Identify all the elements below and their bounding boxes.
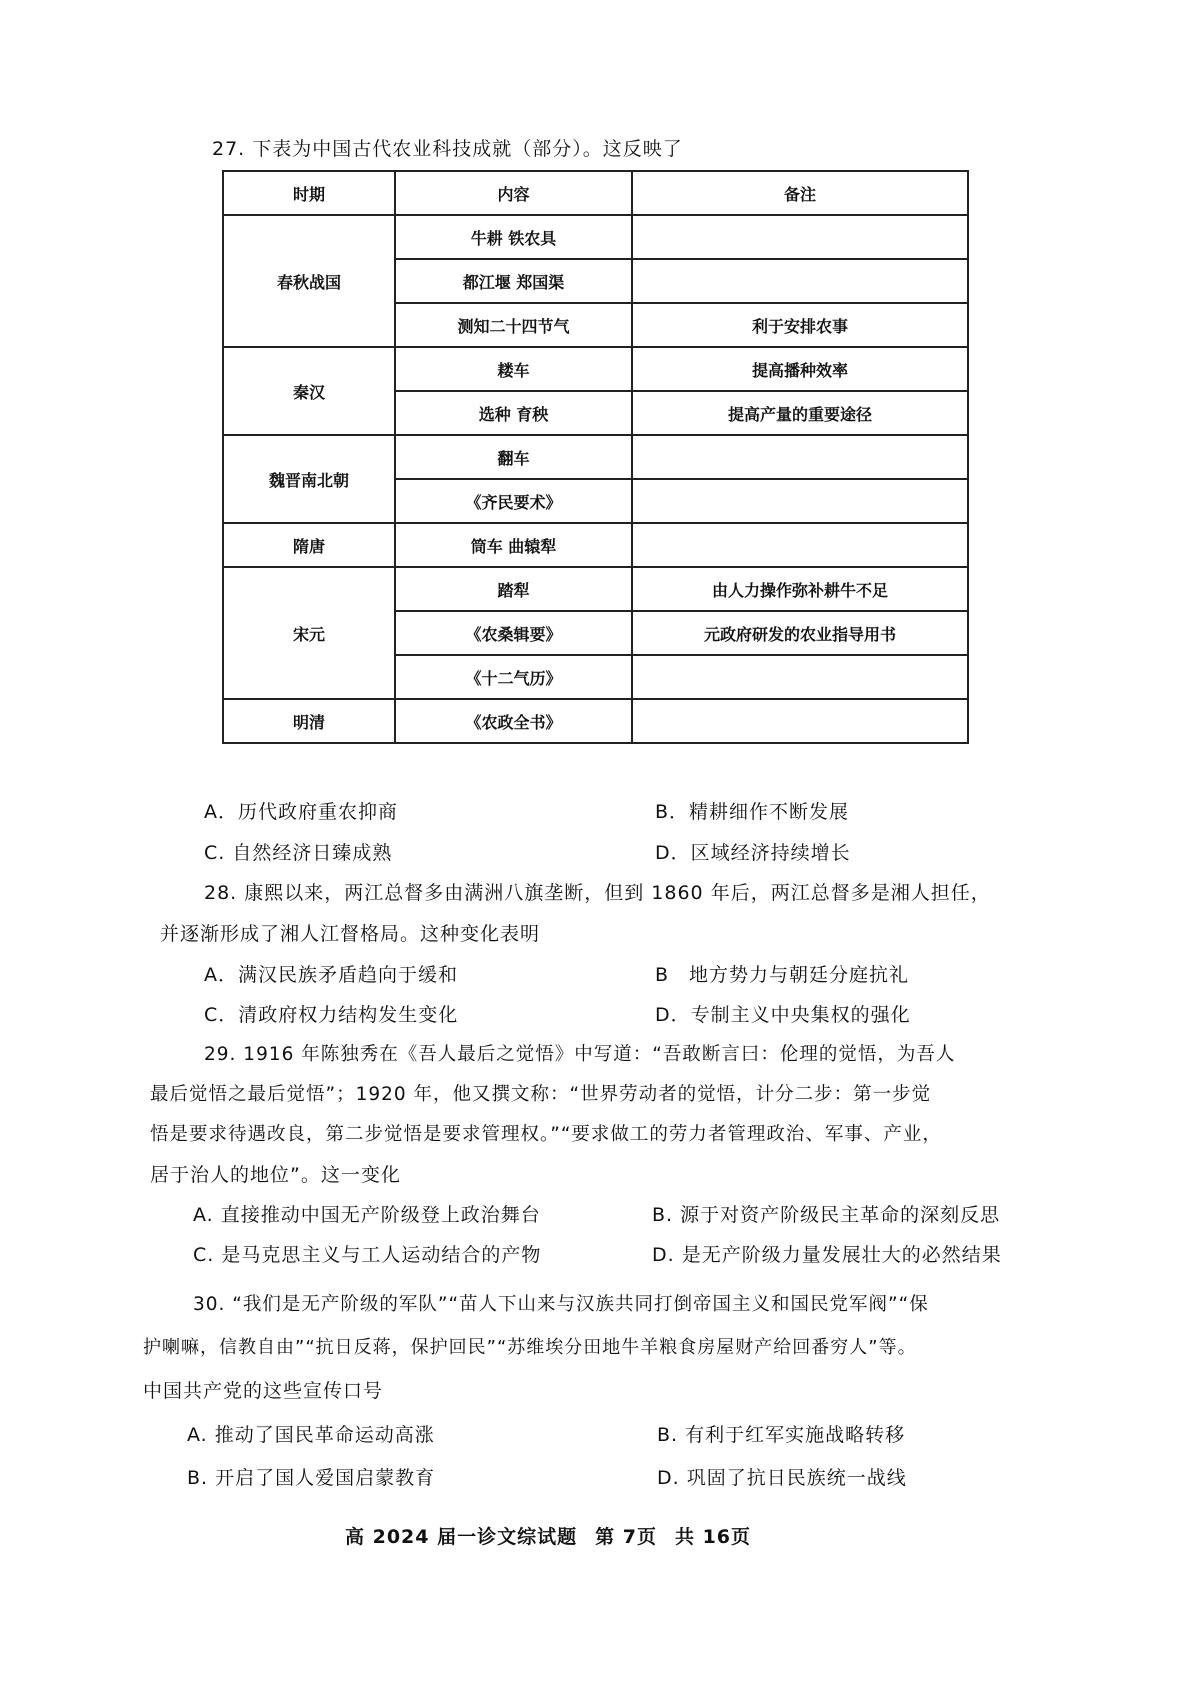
header-content: 内容 [395, 171, 632, 215]
q27-option-c[interactable]: C. 自然经济日臻成熟 [204, 842, 393, 864]
note-cell: 提高播种效率 [632, 347, 968, 391]
q30-line-2: 护喇嘛，信教自由”“抗日反蒋，保护回民”“苏维埃分田地牛羊粮食房屋财产给回番穷人”等。 [143, 1337, 917, 1358]
content-cell: 《齐民要术》 [395, 479, 632, 523]
q28-option-c[interactable]: C．清政府权力结构发生变化 [204, 1004, 459, 1026]
q29-line-4: 居于治人的地位”。这一变化 [150, 1164, 401, 1186]
page-footer [345, 1522, 769, 1549]
table-row [223, 215, 968, 259]
q29-option-b[interactable]: B. 源于对资产阶级民主革命的深刻反思 [652, 1204, 1001, 1226]
period-cell: 秦汉 [223, 347, 395, 435]
content-cell: 筒车 曲辕犁 [395, 523, 632, 567]
q27-option-b[interactable]: B．精耕细作不断发展 [655, 801, 850, 823]
period-cell: 宋元 [223, 567, 395, 699]
q30-line-3: 中国共产党的这些宣传口号 [143, 1380, 384, 1402]
q27-option-a[interactable]: A．历代政府重农抑商 [204, 801, 398, 823]
content-cell: 都江堰 郑国渠 [395, 259, 632, 303]
q30-option-d[interactable]: D. 巩固了抗日民族统一战线 [657, 1467, 907, 1489]
exam-title: 高 2024 届一诊文综试题 [345, 1526, 578, 1548]
q28-line-1: 28. 康熙以来，两江总督多由满洲八旗垄断，但到 1860 年后，两江总督多是湘人担任， [204, 882, 991, 904]
period-cell: 隋唐 [223, 523, 395, 567]
q30-option-b[interactable]: B. 有利于红军实施战略转移 [657, 1424, 906, 1446]
table-row [223, 567, 968, 611]
q28-option-d[interactable]: D．专制主义中央集权的强化 [655, 1004, 911, 1026]
content-cell: 测知二十四节气 [395, 303, 632, 347]
note-cell [632, 435, 968, 479]
question-27-stem: 27. 下表为中国古代农业科技成就（部分）。这反映了 [212, 138, 683, 160]
table-row [223, 347, 968, 391]
content-cell: 《农政全书》 [395, 699, 632, 743]
q30-option-c[interactable]: B. 开启了国人爱国启蒙教育 [187, 1467, 436, 1489]
note-cell: 利于安排农事 [632, 303, 968, 347]
content-cell: 选种 育秧 [395, 391, 632, 435]
page-total: 共 16页 [674, 1526, 752, 1548]
note-cell: 提高产量的重要途径 [632, 391, 968, 435]
period-cell: 春秋战国 [223, 215, 395, 347]
period-cell: 魏晋南北朝 [223, 435, 395, 523]
note-cell [632, 215, 968, 259]
q28-option-a[interactable]: A．满汉民族矛盾趋向于缓和 [204, 964, 458, 986]
q29-option-a[interactable]: A. 直接推动中国无产阶级登上政治舞台 [193, 1204, 541, 1226]
agri-tech-table [222, 170, 969, 744]
q29-option-c[interactable]: C. 是马克思主义与工人运动结合的产物 [193, 1244, 542, 1266]
note-cell: 元政府研发的农业指导用书 [632, 611, 968, 655]
q28-option-b[interactable]: B 地方势力与朝廷分庭抗礼 [655, 964, 910, 986]
q30-line-1: 30. “我们是无产阶级的军队”“苗人下山来与汉族共同打倒帝国主义和国民党军阀”“保 [193, 1294, 929, 1315]
q28-line-2: 并逐渐形成了湘人江督格局。这种变化表明 [160, 923, 541, 945]
table-row [223, 523, 968, 567]
table-header-row [223, 171, 968, 215]
note-cell [632, 523, 968, 567]
content-cell: 耧车 [395, 347, 632, 391]
header-period: 时期 [223, 171, 395, 215]
q27-option-d[interactable]: D．区域经济持续增长 [655, 842, 851, 864]
period-cell: 明清 [223, 699, 395, 743]
note-cell [632, 699, 968, 743]
content-cell: 翻车 [395, 435, 632, 479]
content-cell: 牛耕 铁农具 [395, 215, 632, 259]
q29-line-1: 29. 1916 年陈独秀在《吾人最后之觉悟》中写道：“吾敢断言曰：伦理的觉悟，为吾人 [204, 1044, 956, 1065]
content-cell: 踏犁 [395, 567, 632, 611]
q30-option-a[interactable]: A. 推动了国民革命运动高涨 [187, 1424, 435, 1446]
content-cell: 《农桑辑要》 [395, 611, 632, 655]
table-row [223, 699, 968, 743]
content-cell: 《十二气历》 [395, 655, 632, 699]
note-cell: 由人力操作弥补耕牛不足 [632, 567, 968, 611]
q29-line-2: 最后觉悟之最后觉悟”；1920 年，他又撰文称：“世界劳动者的觉悟，计分二步：第一步觉 [150, 1084, 932, 1105]
note-cell [632, 479, 968, 523]
page-number: 第 7页 [595, 1526, 657, 1548]
q29-option-d[interactable]: D. 是无产阶级力量发展壮大的必然结果 [652, 1244, 1002, 1266]
note-cell [632, 259, 968, 303]
header-note: 备注 [632, 171, 968, 215]
table-row [223, 435, 968, 479]
note-cell [632, 655, 968, 699]
q29-line-3: 悟是要求待遇改良，第二步觉悟是要求管理权。”“要求做工的劳力者管理政治、军事、产业， [150, 1124, 942, 1145]
